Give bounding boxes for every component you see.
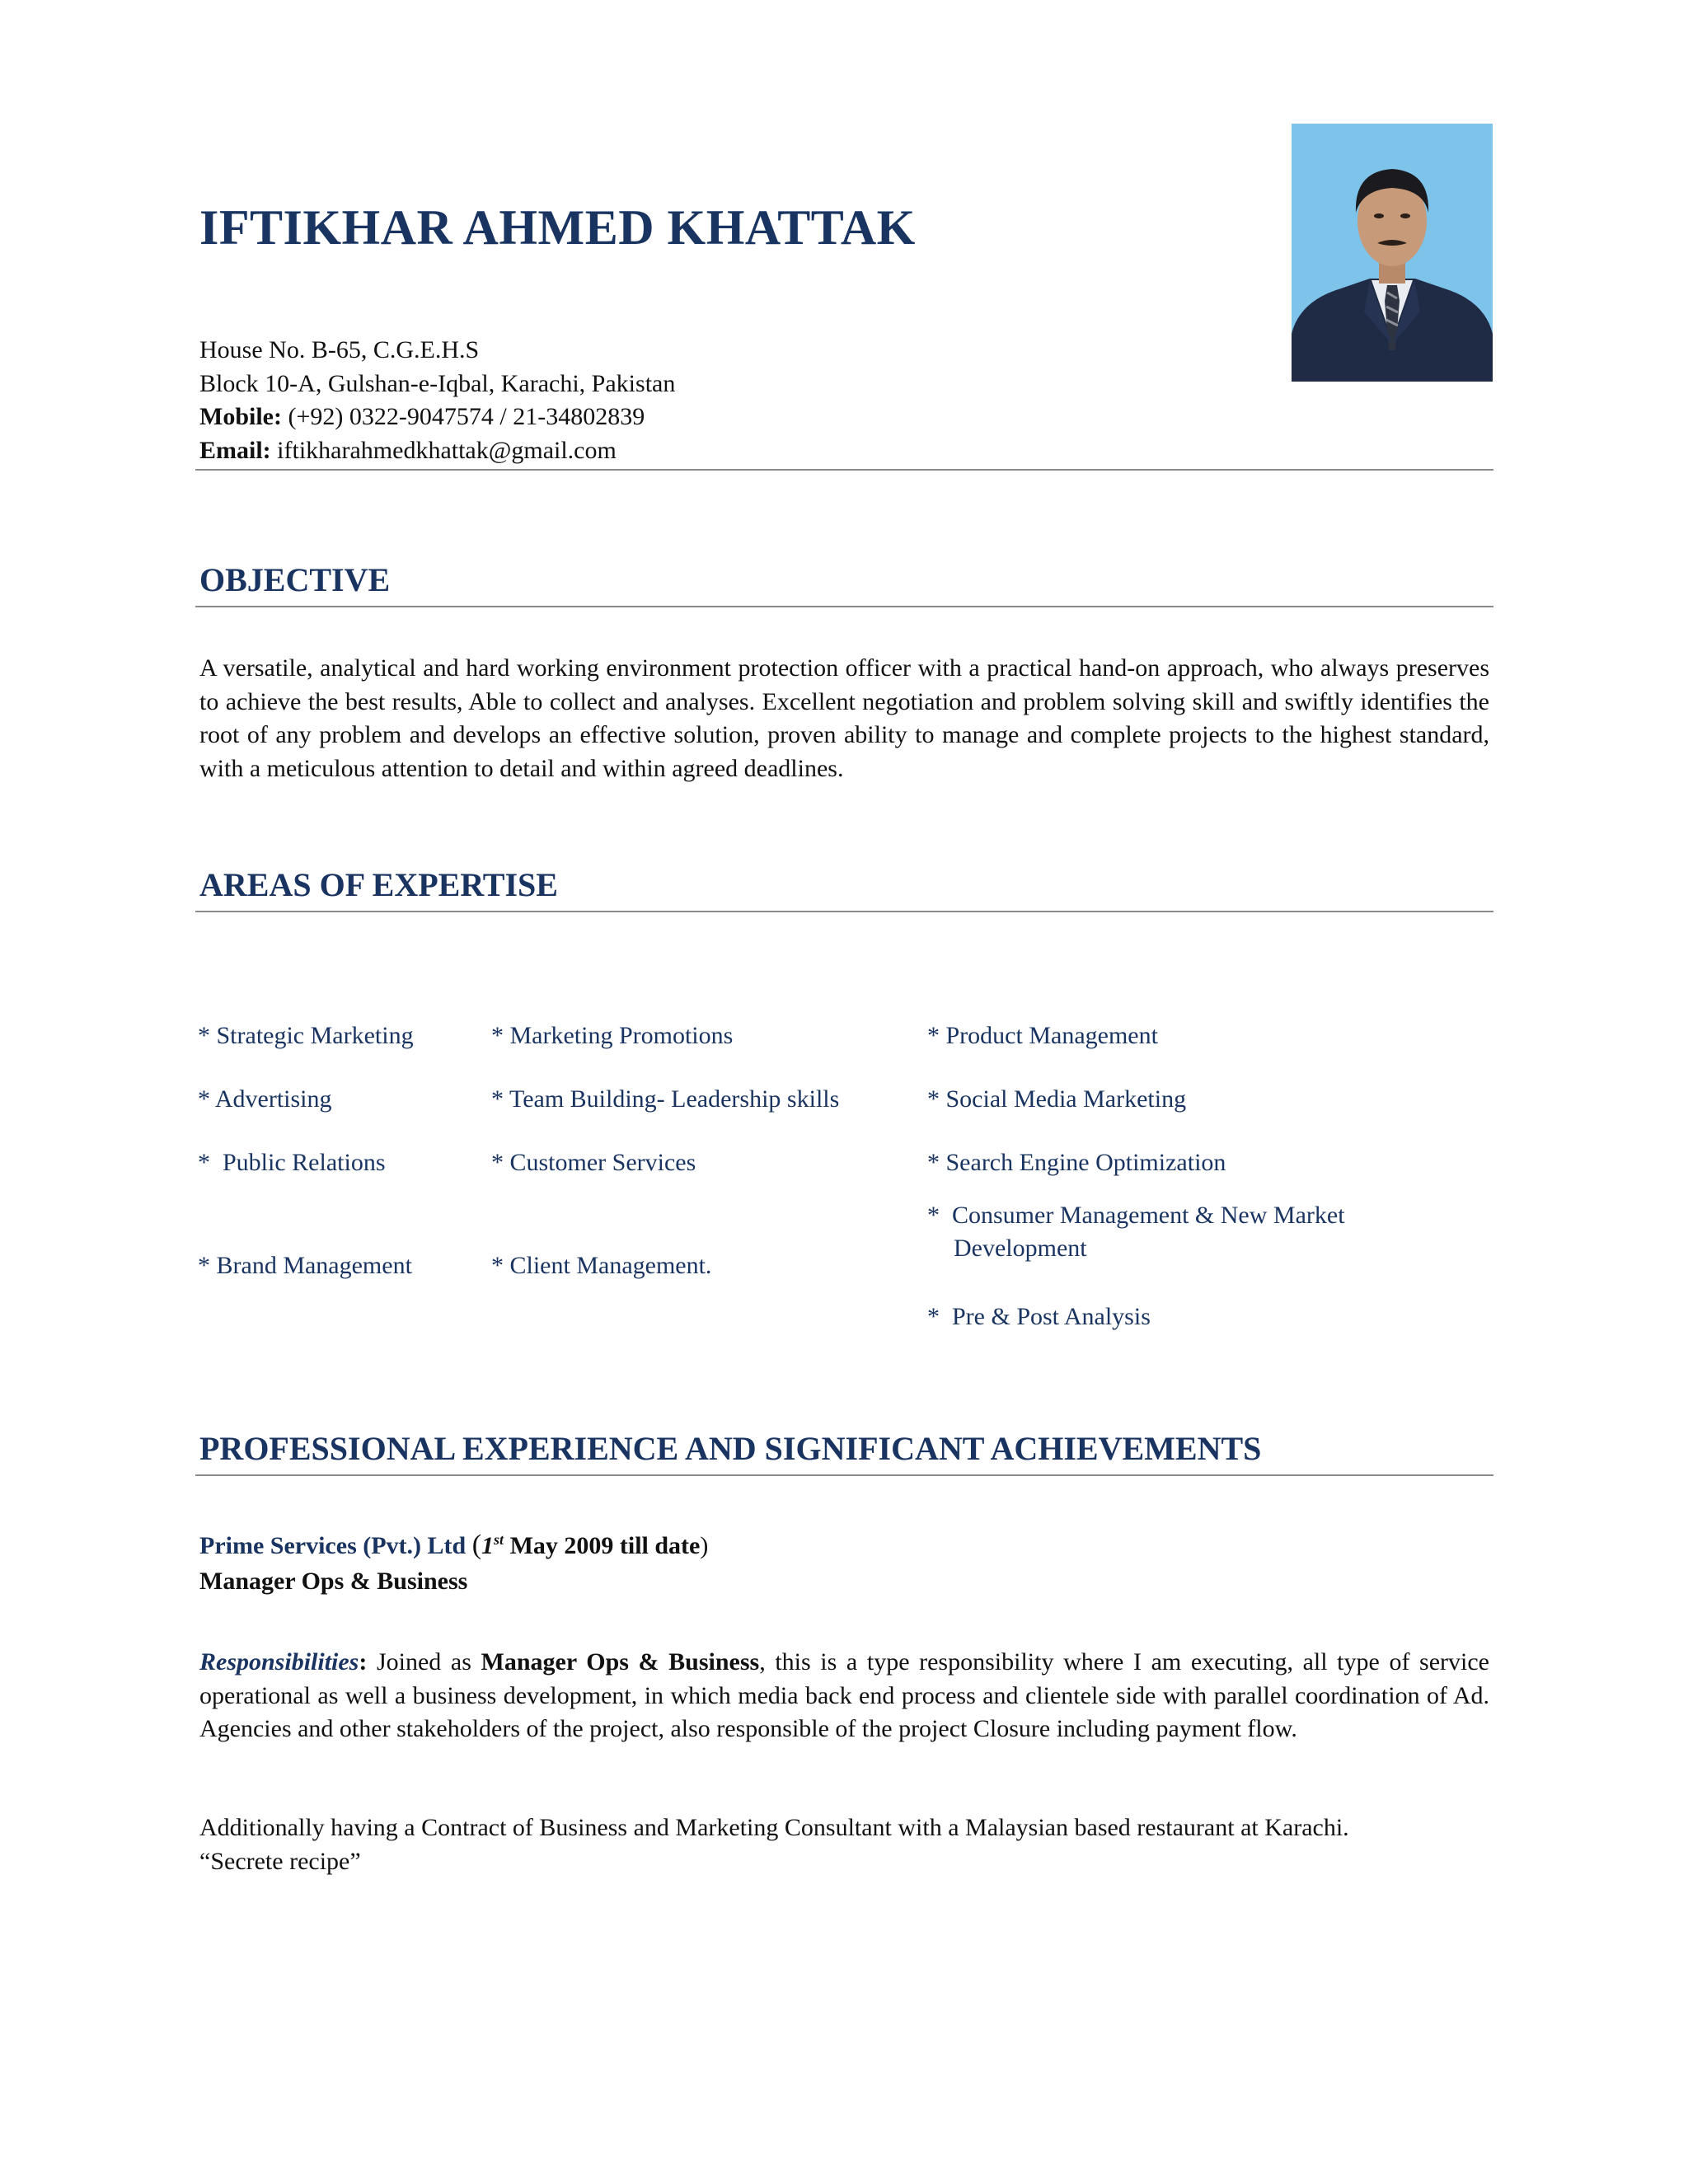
email-label: Email: — [199, 436, 271, 464]
skill-item: * Public Relations — [198, 1149, 386, 1176]
objective-heading: OBJECTIVE — [199, 561, 391, 598]
experience-heading: PROFESSIONAL EXPERIENCE AND SIGNIFICANT ACHIEVEMENTS — [199, 1430, 1262, 1467]
address-line-1: House No. B-65, C.G.E.H.S — [199, 336, 480, 363]
job-title: Manager Ops & Business — [199, 1568, 468, 1595]
skill-item: * Consumer Management & New Market — [927, 1202, 1345, 1229]
responsibilities-text: , this is a type responsibility where I am executing, all type of service operational as well a business development, in which media back end process and clientele side with parallel coordination of Ad. Agencies and other stakeholders of the project, also responsible of the project Closure including payment flow. — [199, 1648, 1490, 1742]
responsibilities-label: Responsibilities — [199, 1648, 359, 1675]
additional-line-quote: “Secrete recipe” — [199, 1847, 361, 1875]
responsibilities-paragraph — [199, 1646, 1489, 1746]
skill-item: * Team Building- Leadership skills — [491, 1085, 840, 1113]
header-divider — [195, 469, 1493, 471]
date-day: 1 — [481, 1532, 495, 1559]
objective-text: A versatile, analytical and hard working environment protection officer with a practical hand-on approach, who always preserves to achieve the best results, Able to collect and analyses. Excellent negotiation and problem solving skill and swiftly identifies the root of any problem and develops an effective solution, proven ability to manage and complete projects to the highest standard, with a meticulous attention to detail and within agreed deadlines. — [199, 654, 1489, 782]
mobile-line — [199, 401, 675, 434]
additional-paragraph — [199, 1811, 1489, 1878]
skill-item: * Advertising — [198, 1085, 332, 1113]
skill-item: * Social Media Marketing — [927, 1085, 1187, 1113]
responsibilities-colon: : — [359, 1648, 368, 1675]
skill-item: * Brand Management — [198, 1252, 412, 1279]
responsibilities-text-intro: Joined as — [367, 1648, 481, 1675]
skill-item: * Product Management — [927, 1022, 1158, 1049]
responsibilities-role: Manager Ops & Business — [481, 1648, 760, 1675]
address-line-2: Block 10-A, Gulshan-e-Iqbal, Karachi, Pakistan — [199, 369, 676, 397]
additional-line: Additionally having a Contract of Business and Marketing Consultant with a Malaysian based restaurant at Karachi. — [199, 1814, 1349, 1841]
date-open-paren: ( — [471, 1530, 482, 1560]
mobile-value: (+92) 0322-9047574 / 21-34802839 — [288, 403, 645, 430]
email-value: iftikharahmedkhattak@gmail.com — [277, 436, 617, 464]
expertise-heading: AREAS OF EXPERTISE — [199, 866, 558, 903]
date-close-paren: ) — [700, 1532, 709, 1559]
objective-divider — [195, 606, 1493, 607]
skill-item-continuation: Development — [954, 1235, 1087, 1262]
profile-photo-image — [1292, 124, 1493, 382]
skill-item: * Strategic Marketing — [198, 1022, 414, 1049]
contact-block — [199, 334, 675, 467]
profile-photo — [1292, 124, 1493, 382]
skill-item: * Customer Services — [491, 1149, 696, 1176]
date-range: May 2009 till date — [504, 1532, 701, 1559]
skill-item: * Pre & Post Analysis — [927, 1303, 1151, 1330]
job-company-line — [199, 1530, 708, 1561]
skill-item: * Marketing Promotions — [491, 1022, 734, 1049]
expertise-divider — [195, 911, 1493, 912]
email-line — [199, 434, 675, 468]
skill-item: * Client Management. — [491, 1252, 712, 1279]
skill-item: * Search Engine Optimization — [927, 1149, 1226, 1176]
candidate-name: IFTIKHAR AHMED KHATTAK — [199, 200, 916, 255]
date-day-suffix: st — [494, 1531, 504, 1548]
mobile-label: Mobile: — [199, 403, 282, 430]
experience-divider — [195, 1474, 1493, 1476]
company-name: Prime Services (Pvt.) Ltd — [199, 1532, 467, 1559]
